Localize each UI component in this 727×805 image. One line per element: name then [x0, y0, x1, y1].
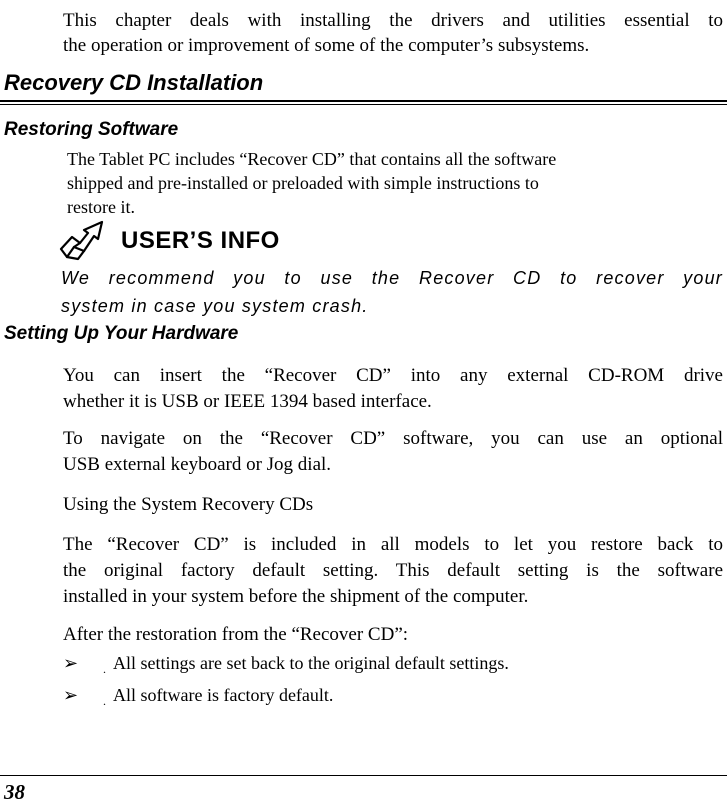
bullet-text: All settings are set back to the original default settings.	[113, 653, 509, 673]
insert-paragraph	[63, 363, 723, 415]
recover-line-3: installed in your system before the shipment of the computer.	[63, 586, 529, 607]
heading-double-rule	[0, 100, 727, 105]
users-info-line-2: system in case you system crash.	[61, 296, 369, 316]
navigate-line-1: To navigate on the “Recover CD” software, you can use an optional	[63, 428, 723, 449]
restoring-line-2: shipped and pre-installed or preloaded with simple instructions to	[67, 173, 539, 193]
page-number: 38	[4, 780, 25, 804]
users-info-line-1: We recommend you to use the Recover CD to recover your	[61, 268, 723, 288]
recover-paragraph	[63, 532, 723, 610]
recover-line-1: The “Recover CD” is included in all models to let you restore back to	[63, 534, 723, 555]
subheading-setting-up-hardware: Setting Up Your Hardware	[4, 323, 239, 344]
footer-rule	[0, 775, 727, 776]
intro-line-1: This chapter deals with installing the drivers and utilities essential to	[63, 10, 723, 31]
list-item: ➢ . All settings are set back to the original default settings.	[63, 653, 509, 676]
using-recovery-cds-line: Using the System Recovery CDs	[63, 494, 314, 515]
users-info-text	[61, 264, 723, 320]
users-info-title: USER’S INFO	[121, 227, 280, 254]
arrow-bullet-icon: ➢	[63, 685, 79, 706]
intro-line-2: the operation or improvement of some of the computer’s subsystems.	[63, 35, 590, 56]
arrow-bullet-icon: ➢	[63, 653, 79, 674]
restoring-line-3: restore it.	[67, 197, 135, 217]
after-restoration-line: After the restoration from the “Recover CD”:	[63, 624, 409, 645]
restoring-paragraph	[67, 147, 707, 219]
bullet-text: All software is factory default.	[113, 685, 334, 705]
recover-line-2: the original factory default setting. This default setting is the software	[63, 560, 723, 581]
intro-paragraph	[63, 8, 723, 58]
insert-line-2: whether it is USB or IEEE 1394 based interface.	[63, 391, 432, 412]
navigate-line-2: USB external keyboard or Jog dial.	[63, 454, 332, 475]
navigate-paragraph	[63, 426, 723, 478]
restoring-line-1: The Tablet PC includes “Recover CD” that contains all the software	[67, 149, 557, 169]
list-item: ➢ . All software is factory default.	[63, 685, 334, 708]
section-heading-recovery: Recovery CD Installation	[4, 70, 264, 95]
insert-line-1: You can insert the “Recover CD” into any external CD-ROM drive	[63, 365, 723, 386]
pointing-hand-icon	[58, 219, 110, 263]
subheading-restoring-software: Restoring Software	[4, 119, 179, 140]
